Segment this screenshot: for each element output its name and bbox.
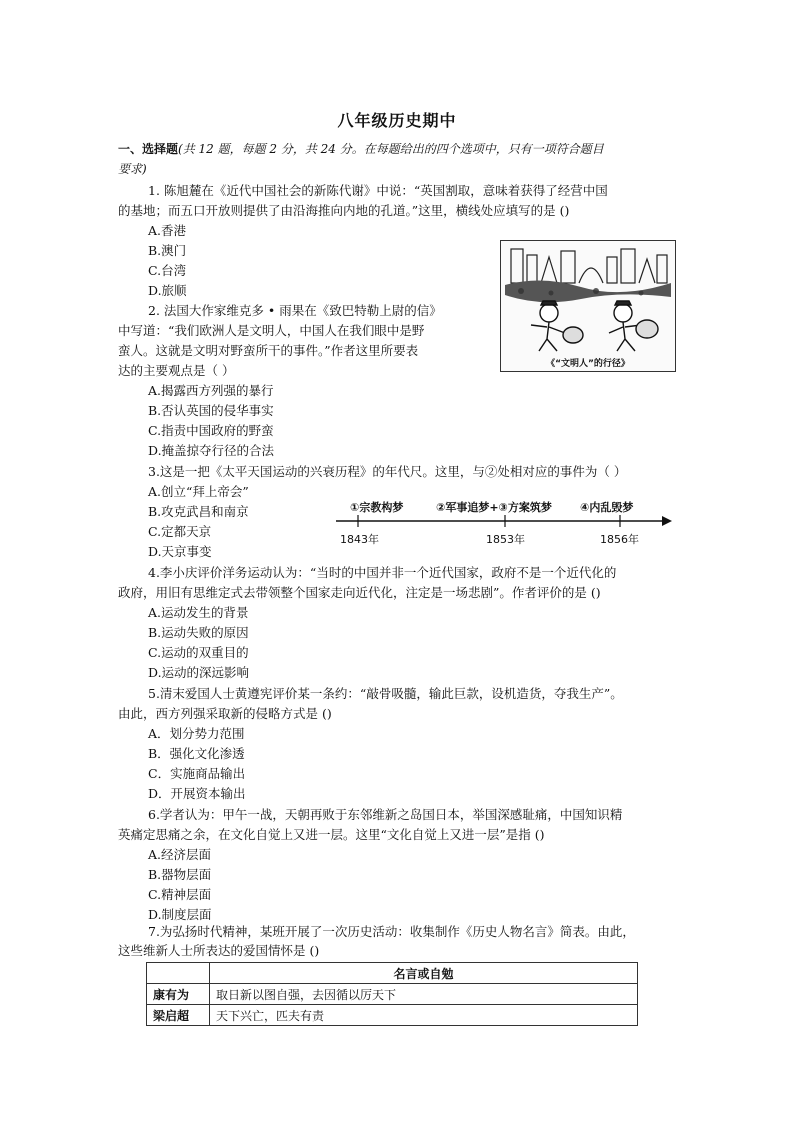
- q6-stem-line2: 英痛定思痛之余，在文化自觉上又进一层。这里“文化自觉上又进一层”是指 (): [118, 827, 545, 842]
- q4-option-d: D.运动的深远影响: [148, 665, 250, 680]
- q3-option-c: C.定都天京: [148, 524, 212, 539]
- timeline-label-3: ④内乱毁梦: [580, 501, 634, 514]
- q2-figure-caption: 《“文明人”的行径》: [546, 359, 630, 369]
- q6-option-a: A.经济层面: [148, 847, 212, 862]
- timeline-label-1: ①宗教构梦: [350, 501, 404, 514]
- table-header-row: [147, 963, 638, 984]
- timeline-year-3: 1856年: [600, 533, 639, 546]
- q6-option-c: C.精神层面: [148, 887, 212, 902]
- q3-timeline: [336, 495, 672, 551]
- timeline-year-2: 1853年: [486, 533, 525, 546]
- section-description-line2: 要求): [118, 162, 147, 176]
- table-row: [147, 1005, 638, 1026]
- q5-option-b: B．强化文化渗透: [148, 746, 245, 761]
- q1-stem-line1: 1. 陈旭麓在《近代中国社会的新陈代谢》中说：“英国割取，意味着获得了经营中国: [148, 183, 608, 198]
- q6-stem-line1: 6.学者认为：甲午一战，天朝再败于东邻维新之岛国日本，举国深感耻痛，中国知识精: [148, 807, 623, 822]
- q3-option-a: A.创立“拜上帝会”: [148, 484, 249, 499]
- q4-stem-line1: 4.李小庆评价洋务运动认为：“当时的中国并非一个近代国家，政府不是一个近代化的: [148, 565, 617, 580]
- q6-option-d: D.制度层面: [148, 907, 212, 922]
- q5-option-a: A．划分势力范围: [148, 726, 245, 741]
- q2-stem-line2: 中写道：“我们欧洲人是文明人，中国人在我们眼中是野: [118, 323, 425, 338]
- q2-stem-line3: 蛮人。这就是文明对野蛮所干的事件。”作者这里所要表: [118, 343, 419, 358]
- q2-option-d: D.掩盖掠夺行径的合法: [148, 443, 275, 458]
- q4-option-a: A.运动发生的背景: [148, 605, 249, 620]
- q7-stem-line2: 这些维新人士所表达的爱国情怀是 (): [118, 943, 320, 958]
- q1-stem-line2: 的基地；而五口开放则提供了由沿海推向内地的孔道。”这里，横线处应填写的是 (): [118, 203, 570, 218]
- table-cell-quote: 取日新以图自强，去因循以厉天下: [210, 984, 638, 1005]
- q5-stem-line2: 由此，西方列强采取新的侵略方式是 (): [118, 706, 332, 721]
- q4-stem-line2: 政府，用旧有思维定式去带领整个国家走向近代化，注定是一场悲剧”。作者评价的是 (): [118, 585, 601, 600]
- q1-option-d: D.旅顺: [148, 283, 187, 298]
- cartoon-illustration: [501, 241, 675, 371]
- q3-stem-line1: 3.这是一把《太平天国运动的兴衰历程》的年代尺。这里，与②处相对应的事件为（ ）: [148, 464, 627, 479]
- q7-stem-line1: 7.为弘扬时代精神，某班开展了一次历史活动：收集制作《历史人物名言》简表。由此，: [148, 924, 635, 939]
- q6-option-b: B.器物层面: [148, 867, 212, 882]
- timeline-label-2: ②军事追梦+③方案筑梦: [436, 501, 552, 514]
- section-heading: [118, 139, 604, 159]
- page-title: 八年级历史期中: [337, 111, 457, 130]
- q3-option-d: D.天京事变: [148, 544, 212, 559]
- q1-option-c: C.台湾: [148, 263, 187, 278]
- q5-option-d: D．开展资本输出: [148, 786, 246, 801]
- q5-option-c: C．实施商品输出: [148, 766, 246, 781]
- table-cell-quote: 天下兴亡，匹夫有责: [210, 1005, 638, 1026]
- table-header-quote: 名言或自勉: [210, 963, 638, 984]
- table-cell-name: 梁启超: [147, 1005, 210, 1026]
- q1-option-b: B.澳门: [148, 243, 187, 258]
- q3-option-b: B.攻克武昌和南京: [148, 504, 249, 519]
- q7-table: [146, 962, 638, 1026]
- q2-stem-line4: 达的主要观点是（ ）: [118, 363, 235, 378]
- table-cell-name: 康有为: [147, 984, 210, 1005]
- q4-option-c: C.运动的双重目的: [148, 645, 249, 660]
- q2-stem-line1: 2. 法国大作家维克多 • 雨果在《致巴特勒上尉的信》: [148, 303, 442, 318]
- q1-option-a: A.香港: [148, 223, 187, 238]
- q5-stem-line1: 5.清末爱国人士黄遵宪评价某一条约：“敲骨吸髓，输此巨款，设机造货，夺我生产”。: [148, 686, 623, 701]
- section-title: 一、选择题: [118, 142, 179, 156]
- table-row: [147, 984, 638, 1005]
- q4-option-b: B.运动失败的原因: [148, 625, 249, 640]
- q2-option-c: C.指责中国政府的野蛮: [148, 423, 274, 438]
- section-description: (共 12 题，每题 2 分，共 24 分。在每题给出的四个选项中，只有一项符合题目: [178, 142, 604, 156]
- timeline-year-1: 1843年: [340, 533, 379, 546]
- q2-option-a: A.揭露西方列强的暴行: [148, 383, 274, 398]
- q2-cartoon-image: [500, 240, 676, 372]
- section-description-cont: [118, 159, 147, 179]
- q2-option-b: B.否认英国的侵华事实: [148, 403, 274, 418]
- table-header-blank: [147, 963, 210, 984]
